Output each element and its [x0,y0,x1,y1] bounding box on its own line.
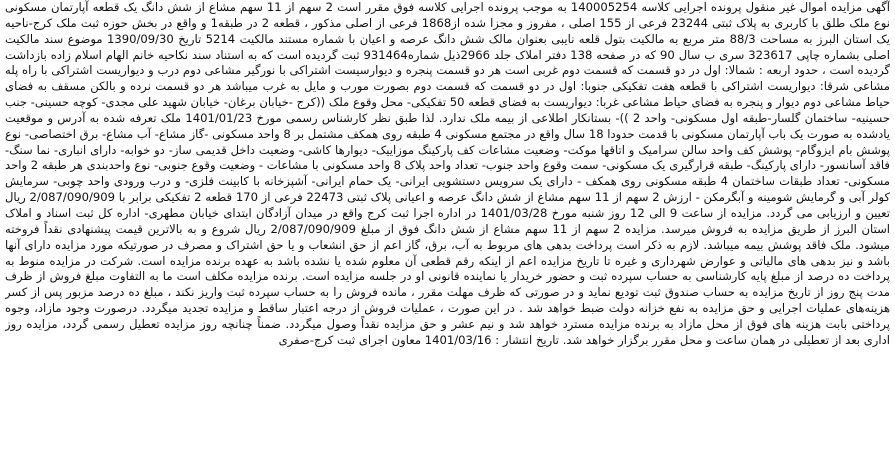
notice-body-text: آگهی مزایده اموال غیر منقول پرونده اجرایی کلاسه 140005254 به موجب پرونده اجرایی کلاسه فوق مقرر است 2 سهم از 11 سهم مشاع از شش دانگ یک قطعه آپارتمان مسکونی نوع ملک طلق با کاربری به پلاک ثبتی 23244 فرعی از 155 اصلی ، مفروز و مجزا شده از1868 فرعی از اصلی مذکور ، قطعه 2 در طبقه1 و واقع در بخش حوزه ثبت ملک کرج-ناحیه یک استان البرز به مساحت 88/3 متر مربع به مالکیت بتول قلعه نایبی بعنوان مالک شش دانگ عرصه و اعیان با شماره مستند مالکیت 5214 تاریخ 1390/09/30 موضوع سند مالکیت اصلی بشماره چاپی 323617 سری ب سال 90 که در صفحه 138 دفتر املاک جلد 2966ذیل شماره931464 ثبت گردیده است که به استناد سند نکاحیه خانم الهام اسلام زاده بازداشت گردیده است ، حدود اربعه : شمالا: اول در دو قسمت که قسمت دوم غربی است هر دو قسمت پنجره و دیوارسیست اشتراکی با نورگیر مشاعی دوم درب و دیواریست اشتراکی با راه پله مشاعی شرقا: دیواریست اشتراکی با قطعه هفت تفکیکی جنوبا: اول در دو قسمت که قسمت دوم بصورت مورب و مایل به غرب میباشد هر دو قسمت نرده و بالکن مسقف به فضای حیاط مشاعی دوم دیوار و پنجره به فضای حیاط مشاعی غربا: دیواریست به فضای قطعه 50 تفکیکی- محل وقوع ملک ((کرج -خیابان برغان- خیابان شهید علی مجدی- کوچه حسینی- جنب حسینیه- ساختمان گلسار-طبقه اول مسکونی- واحد 2 ))- بستانکار اطلاعی از بیمه ملک ندارد. لذا طبق نظر کارشناس رسمی مورخ 1401/01/23 ملک تعرفه شده به آدرس و موقعیت یادشده به صورت یک باب آپارتمان مسکونی با قدمت حدودا 18 سال واقع در مجتمع مسکونی 4 طبقه روی همکف مشتمل بر 8 واحد مسکونی -گاز مشاع- آب مشاع- برق اختصاصی- نوع پوشش بام ایزوگام- پوشش کف واحد سالن سرامیک و اتاقها موکت- وضعیت مشاعات کف پارکینگ موزاییک- دیوارها کاشی- وضعیت داخل قدیمی ساز- دو خوابه- دارای انباری- نما سنگ- فاقد آسانسور- دارای پارکینگ- طبقه قرارگیری یک مسکونی- سمت وقوع واحد جنوب- تعداد واحد پلاک 8 واحد مسکونی با مشاعات - وضعیت وقوع جنوبی- نوع واحدبندی هر طبقه 2 واحد مسکونی- تعداد طبقات ساختمان 4 طبقه مسکونی روی همکف - دارای یک سرویس دستشویی ایرانی- یک حمام ایرانی- آشپزخانه با کابینت فلزی- و درب ورودی واحد چوبی- سرمایش کولر آبی و گرمایش شومینه و آبگرمکن - ارزش 2 سهم از 11 سهم مشاع از شش دانگ عرصه و اعیانی پلاک ثبتی 22473 فرعی از 170 قطعه 2 تفکیکی برابر با 2/087/090/909 ریال تعیین و ارزیابی می گردد. مزایده از ساعت 9 الی 12 روز شنبه مورخ 1401/03/28 در اداره اجرا ثبت کرج واقع در میدان آزادگان ابتدای خیابان مطهری- اداره کل ثبت اسناد و املاک استان البرز از طریق مزایده به فروش میرسد. مزایده 2 سهم از 11 سهم مشاع از شش دانگ فوق از مبلغ 2/087/090/909 ریال شروع و به بالاترین قیمت پیشنهادی نقداً فروخته میشود. ملک فاقد پوشش بیمه میباشد. لازم به ذکر است پرداخت بدهی های مربوط به آب، برق، گاز اعم از حق انشعاب و یا حق اشتراک و مصرف در صورتیکه مورد مزایده دارای آنها باشد و نیز بدهی های مالیاتی و عوارض شهرداری و غیره تا تاریخ مزایده اعم از اینکه رقم قطعی آن معلوم شده یا نشده باشد به عهده برنده مزایده است. شرکت در مزایده منوط به پرداخت ده درصد از مبلغ پایه کارشناسی به حساب سپرده ثبت و حضور خریدار یا نماینده قانونی او در جلسه مزایده است. برنده مزایده مکلف است ما به التفاوت مبلغ فروش از ظرف مدت پنج روز از تاریخ مزایده به حساب صندوق ثبت تودیع نماید و در صورتی که ظرف مهلت مقرر ، مانده فروش را به حساب سپرده ثبت واریز نکند ، مبلغ ده درصد مزبور پس از کسر هزینه‌های عملیات اجرایی و حق مزایده به نفع خزانه دولت ضبط خواهد شد . در این صورت ، عملیات فروش از درجه اعتبار ساقط و مزایده تجدید میگردد. درصورت وجود مازاد، وجوه پرداختی بابت هزینه های فوق از محل مازاد به برنده مزایده مسترد خواهد شد و نیم عشر و حق مزایده نقداً وصول میگردد. ضمناً چنانچه روز مزایده تعطیل رسمی گردد، مزایده روز اداری بعد از تعطیلی در همان ساعت و محل مقرر برگزار خواهد شد. تاریخ انتشار : 1401/03/16 معاون اجرای ثبت کرج-صفری [5,0,890,347]
auction-notice [5,0,890,451]
